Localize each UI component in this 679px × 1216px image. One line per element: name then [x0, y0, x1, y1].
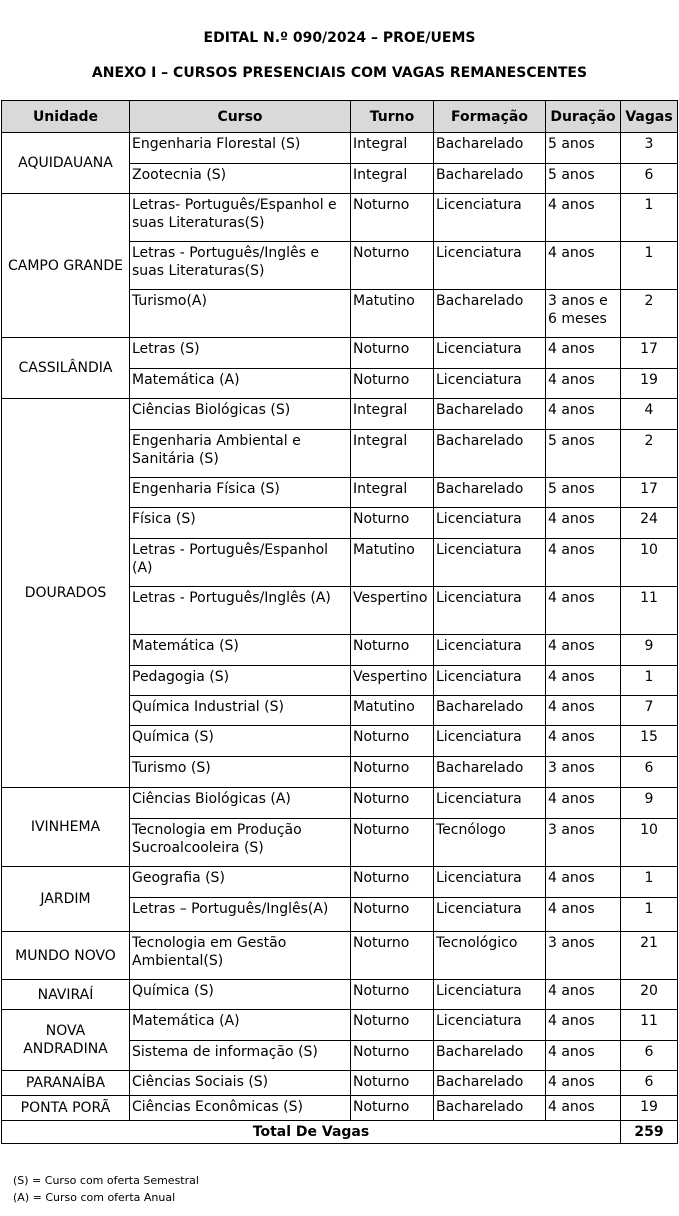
cell-vagas: 1	[621, 898, 678, 932]
cell-duracao: 5 anos	[546, 478, 621, 508]
cell-formacao: Bacharelado	[434, 1096, 546, 1121]
col-header-duracao: Duração	[546, 101, 621, 133]
cell-formacao: Bacharelado	[434, 133, 546, 164]
cell-duracao: 4 anos	[546, 666, 621, 696]
note-anual: (A) = Curso com oferta Anual	[13, 1191, 176, 1204]
cell-vagas: 6	[621, 1041, 678, 1071]
cell-formacao: Tecnólogo	[434, 819, 546, 867]
cell-turno: Noturno	[351, 788, 434, 819]
cell-unidade: JARDIM	[2, 867, 130, 932]
cell-curso: Letras - Português/Inglês e suas Literaturas(S)	[130, 242, 351, 290]
cell-formacao: Licenciatura	[434, 635, 546, 666]
cell-formacao: Licenciatura	[434, 338, 546, 369]
cell-turno: Noturno	[351, 1041, 434, 1071]
cell-unidade: NOVA ANDRADINA	[2, 1010, 130, 1071]
table-row	[2, 1010, 678, 1041]
cell-vagas: 19	[621, 369, 678, 399]
cell-curso: Zootecnia (S)	[130, 164, 351, 194]
cell-formacao: Bacharelado	[434, 696, 546, 726]
cell-formacao: Licenciatura	[434, 194, 546, 242]
cell-turno: Noturno	[351, 898, 434, 932]
cell-vagas: 10	[621, 539, 678, 587]
cell-curso: Química (S)	[130, 980, 351, 1010]
cell-duracao: 4 anos	[546, 369, 621, 399]
cell-formacao: Licenciatura	[434, 369, 546, 399]
cell-formacao: Licenciatura	[434, 980, 546, 1010]
cell-vagas: 2	[621, 430, 678, 478]
cell-duracao: 5 anos	[546, 430, 621, 478]
cell-vagas: 1	[621, 242, 678, 290]
cell-duracao: 3 anos	[546, 932, 621, 980]
cell-formacao: Licenciatura	[434, 788, 546, 819]
cell-duracao: 4 anos	[546, 867, 621, 898]
table-row	[2, 932, 678, 980]
table-row	[2, 1071, 678, 1096]
cell-vagas: 19	[621, 1096, 678, 1121]
table-row	[2, 1096, 678, 1121]
cell-turno: Noturno	[351, 1071, 434, 1096]
cell-unidade: IVINHEMA	[2, 788, 130, 867]
cell-duracao: 4 anos	[546, 338, 621, 369]
cell-curso: Letras (S)	[130, 338, 351, 369]
cell-curso: Pedagogia (S)	[130, 666, 351, 696]
cell-curso: Letras - Português/Inglês (A)	[130, 587, 351, 635]
cell-curso: Turismo(A)	[130, 290, 351, 338]
cell-turno: Noturno	[351, 338, 434, 369]
cell-vagas: 1	[621, 867, 678, 898]
vacancies-table	[1, 100, 678, 1144]
cell-curso: Química (S)	[130, 726, 351, 757]
cell-turno: Integral	[351, 133, 434, 164]
total-value: 259	[621, 1121, 678, 1144]
cell-duracao: 4 anos	[546, 1041, 621, 1071]
table-row	[2, 867, 678, 898]
cell-vagas: 17	[621, 478, 678, 508]
cell-duracao: 4 anos	[546, 726, 621, 757]
cell-turno: Noturno	[351, 1010, 434, 1041]
cell-curso: Letras - Português/Espanhol (A)	[130, 539, 351, 587]
cell-vagas: 10	[621, 819, 678, 867]
total-label: Total De Vagas	[2, 1121, 621, 1144]
cell-curso: Sistema de informação (S)	[130, 1041, 351, 1071]
cell-curso: Letras- Português/Espanhol e suas Literaturas(S)	[130, 194, 351, 242]
legend-notes	[13, 1172, 199, 1206]
col-header-vagas: Vagas	[621, 101, 678, 133]
cell-curso: Matemática (S)	[130, 635, 351, 666]
cell-turno: Integral	[351, 399, 434, 430]
table-body	[2, 133, 678, 1121]
cell-curso: Tecnologia em Gestão Ambiental(S)	[130, 932, 351, 980]
cell-turno: Matutino	[351, 290, 434, 338]
cell-turno: Vespertino	[351, 666, 434, 696]
table-row	[2, 980, 678, 1010]
cell-formacao: Bacharelado	[434, 430, 546, 478]
cell-turno: Noturno	[351, 932, 434, 980]
cell-vagas: 9	[621, 635, 678, 666]
cell-unidade: MUNDO NOVO	[2, 932, 130, 980]
cell-curso: Ciências Econômicas (S)	[130, 1096, 351, 1121]
cell-formacao: Tecnológico	[434, 932, 546, 980]
cell-vagas: 6	[621, 757, 678, 788]
cell-duracao: 4 anos	[546, 1071, 621, 1096]
note-semestral: (S) = Curso com oferta Semestral	[13, 1174, 199, 1187]
cell-vagas: 21	[621, 932, 678, 980]
cell-turno: Noturno	[351, 1096, 434, 1121]
cell-unidade: AQUIDAUANA	[2, 133, 130, 194]
cell-duracao: 4 anos	[546, 539, 621, 587]
cell-formacao: Bacharelado	[434, 757, 546, 788]
cell-duracao: 4 anos	[546, 587, 621, 635]
cell-vagas: 2	[621, 290, 678, 338]
table-header-row	[2, 101, 678, 133]
table-row	[2, 338, 678, 369]
cell-vagas: 1	[621, 666, 678, 696]
cell-unidade: PONTA PORÃ	[2, 1096, 130, 1121]
table-row	[2, 194, 678, 242]
cell-duracao: 4 anos	[546, 980, 621, 1010]
cell-formacao: Licenciatura	[434, 898, 546, 932]
col-header-unidade: Unidade	[2, 101, 130, 133]
cell-formacao: Licenciatura	[434, 726, 546, 757]
cell-curso: Matemática (A)	[130, 369, 351, 399]
cell-duracao: 4 anos	[546, 194, 621, 242]
cell-curso: Turismo (S)	[130, 757, 351, 788]
table-row	[2, 399, 678, 430]
cell-turno: Noturno	[351, 726, 434, 757]
cell-duracao: 4 anos	[546, 788, 621, 819]
cell-turno: Noturno	[351, 242, 434, 290]
cell-curso: Física (S)	[130, 508, 351, 539]
cell-formacao: Licenciatura	[434, 1010, 546, 1041]
cell-formacao: Bacharelado	[434, 478, 546, 508]
cell-unidade: CAMPO GRANDE	[2, 194, 130, 338]
cell-duracao: 4 anos	[546, 399, 621, 430]
cell-curso: Química Industrial (S)	[130, 696, 351, 726]
cell-duracao: 3 anos e 6 meses	[546, 290, 621, 338]
cell-vagas: 1	[621, 194, 678, 242]
cell-duracao: 4 anos	[546, 1010, 621, 1041]
cell-formacao: Bacharelado	[434, 399, 546, 430]
cell-vagas: 9	[621, 788, 678, 819]
cell-vagas: 3	[621, 133, 678, 164]
cell-duracao: 4 anos	[546, 1096, 621, 1121]
cell-vagas: 6	[621, 164, 678, 194]
cell-duracao: 5 anos	[546, 133, 621, 164]
cell-duracao: 5 anos	[546, 164, 621, 194]
cell-turno: Noturno	[351, 369, 434, 399]
cell-vagas: 17	[621, 338, 678, 369]
cell-curso: Engenharia Florestal (S)	[130, 133, 351, 164]
cell-duracao: 4 anos	[546, 696, 621, 726]
cell-turno: Noturno	[351, 980, 434, 1010]
cell-vagas: 11	[621, 1010, 678, 1041]
cell-unidade: NAVIRAÍ	[2, 980, 130, 1010]
cell-vagas: 24	[621, 508, 678, 539]
cell-turno: Vespertino	[351, 587, 434, 635]
cell-formacao: Bacharelado	[434, 290, 546, 338]
cell-turno: Integral	[351, 164, 434, 194]
cell-curso: Ciências Biológicas (A)	[130, 788, 351, 819]
cell-turno: Noturno	[351, 635, 434, 666]
cell-curso: Ciências Sociais (S)	[130, 1071, 351, 1096]
cell-vagas: 7	[621, 696, 678, 726]
cell-turno: Noturno	[351, 508, 434, 539]
cell-turno: Matutino	[351, 696, 434, 726]
cell-unidade: CASSILÂNDIA	[2, 338, 130, 399]
col-header-turno: Turno	[351, 101, 434, 133]
table-row	[2, 788, 678, 819]
cell-vagas: 20	[621, 980, 678, 1010]
cell-formacao: Licenciatura	[434, 539, 546, 587]
col-header-curso: Curso	[130, 101, 351, 133]
cell-formacao: Licenciatura	[434, 508, 546, 539]
cell-vagas: 11	[621, 587, 678, 635]
cell-curso: Ciências Biológicas (S)	[130, 399, 351, 430]
cell-curso: Letras – Português/Inglês(A)	[130, 898, 351, 932]
cell-curso: Engenharia Física (S)	[130, 478, 351, 508]
cell-formacao: Bacharelado	[434, 1041, 546, 1071]
cell-unidade: PARANAÍBA	[2, 1071, 130, 1096]
document-title: EDITAL N.º 090/2024 – PROE/UEMS	[203, 30, 476, 46]
cell-formacao: Bacharelado	[434, 164, 546, 194]
total-row	[2, 1121, 678, 1144]
cell-turno: Noturno	[351, 757, 434, 788]
cell-formacao: Licenciatura	[434, 242, 546, 290]
cell-duracao: 4 anos	[546, 898, 621, 932]
cell-formacao: Licenciatura	[434, 587, 546, 635]
cell-curso: Tecnologia em Produção Sucroalcooleira (S)	[130, 819, 351, 867]
col-header-formacao: Formação	[434, 101, 546, 133]
cell-vagas: 15	[621, 726, 678, 757]
cell-turno: Matutino	[351, 539, 434, 587]
cell-vagas: 6	[621, 1071, 678, 1096]
cell-turno: Integral	[351, 430, 434, 478]
cell-duracao: 3 anos	[546, 819, 621, 867]
cell-formacao: Licenciatura	[434, 666, 546, 696]
cell-formacao: Licenciatura	[434, 867, 546, 898]
cell-curso: Geografia (S)	[130, 867, 351, 898]
cell-vagas: 4	[621, 399, 678, 430]
cell-turno: Integral	[351, 478, 434, 508]
cell-duracao: 3 anos	[546, 757, 621, 788]
cell-duracao: 4 anos	[546, 242, 621, 290]
cell-formacao: Bacharelado	[434, 1071, 546, 1096]
cell-curso: Engenharia Ambiental e Sanitária (S)	[130, 430, 351, 478]
cell-turno: Noturno	[351, 819, 434, 867]
cell-duracao: 4 anos	[546, 635, 621, 666]
cell-curso: Matemática (A)	[130, 1010, 351, 1041]
cell-unidade: DOURADOS	[2, 399, 130, 788]
cell-turno: Noturno	[351, 867, 434, 898]
cell-turno: Noturno	[351, 194, 434, 242]
table-row	[2, 133, 678, 164]
annex-title: ANEXO I – CURSOS PRESENCIAIS COM VAGAS REMANESCENTES	[91, 65, 588, 81]
cell-duracao: 4 anos	[546, 508, 621, 539]
